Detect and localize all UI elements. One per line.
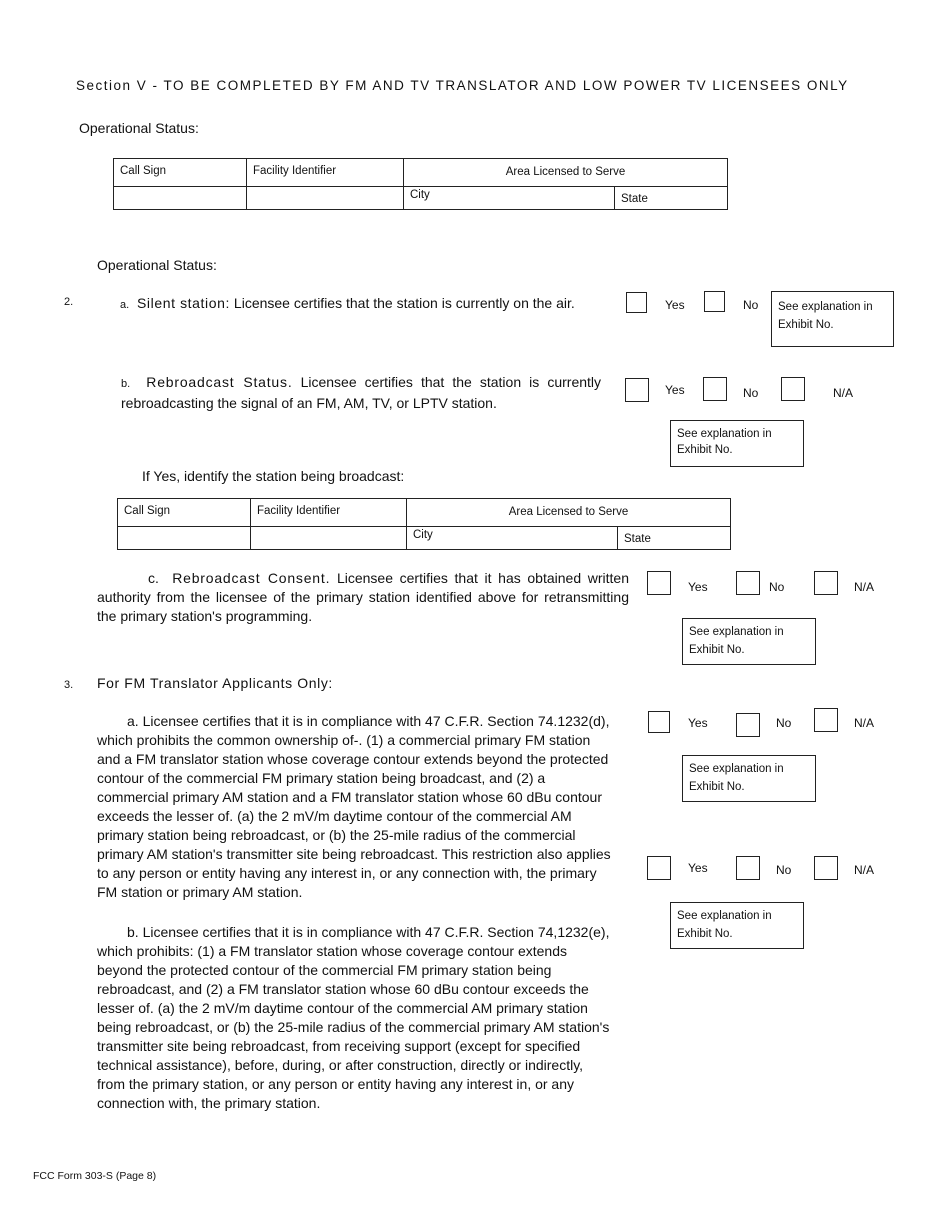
item-2c-na-checkbox[interactable] xyxy=(814,571,838,595)
station-table-2 xyxy=(117,498,731,550)
item-2c-explanation-box[interactable] xyxy=(682,618,816,665)
item-2b-explanation-box[interactable] xyxy=(670,420,804,467)
item-2a-lead: Silent station: xyxy=(136,295,231,311)
item-2b-body: Licensee certifies that the station is currently rebroadcasting the signal of an FM, AM, TV, or LPTV station. xyxy=(121,374,602,411)
item-2b-letter: b. xyxy=(121,378,131,390)
item-3a-no-label: No xyxy=(776,716,792,730)
item-2a-text xyxy=(120,294,620,315)
facility-identifier-header: Facility Identifier xyxy=(251,499,407,527)
item-2b-na-checkbox[interactable] xyxy=(781,377,805,401)
item-2c-no-label: No xyxy=(769,580,785,594)
item-3b-na-checkbox[interactable] xyxy=(814,856,838,880)
explanation-line-1: See explanation in xyxy=(677,910,772,922)
item-3a-yes-label: Yes xyxy=(688,716,708,730)
state-label: State xyxy=(621,193,648,205)
explanation-line-1: See explanation in xyxy=(689,626,784,638)
item-3a-na-checkbox[interactable] xyxy=(814,708,838,732)
city-label: City xyxy=(410,189,430,201)
item-2b-no-label: No xyxy=(743,386,759,400)
item-2a-explanation-box[interactable] xyxy=(771,291,894,347)
explanation-line-2: Exhibit No. xyxy=(677,928,733,940)
item-2a-yes-label: Yes xyxy=(665,298,685,312)
item-2c-text xyxy=(97,569,629,626)
item-2c-letter: c. xyxy=(148,570,159,586)
item-2a-letter: a. xyxy=(120,299,130,311)
operational-status-label-2: Operational Status: xyxy=(97,257,217,273)
state-cell[interactable] xyxy=(618,527,731,550)
explanation-line-2: Exhibit No. xyxy=(689,781,745,793)
item-3a-explanation-box[interactable] xyxy=(682,755,816,802)
item-2a-yes-checkbox[interactable] xyxy=(626,292,647,313)
facility-identifier-header: Facility Identifier xyxy=(247,159,404,187)
item-3b-no-label: No xyxy=(776,863,792,877)
item-3a-yes-checkbox[interactable] xyxy=(648,711,670,733)
item-3b-no-checkbox[interactable] xyxy=(736,856,760,880)
item-2c-na-label: N/A xyxy=(854,580,875,594)
facility-identifier-input[interactable] xyxy=(253,187,397,199)
item-3b-text: b. Licensee certifies that it is in compliance with 47 C.F.R. Section 74,1232(e), which prohibits: (1) a FM translator station whose coverage contour extends beyond the protected contour of the commercial FM primary station being rebroadcast, and (2) a FM translator station whose 60 dBu contour exceeds the lesser of. (a) the 2 mV/m daytime contour of the commercial AM primary station being rebroadcast, or (b) the 25-mile radius of the commercial primary AM station's transmitter site being rebroadcast, from receiving support (except for specified technical assistance), before, during, or after construction, directly or indirectly, from the primary station, or any person or entity having any interest in, or any connection with, the primary station. xyxy=(97,924,610,1111)
item-2b-lead: Rebroadcast Status. xyxy=(146,374,293,390)
item-3b-explanation-box[interactable] xyxy=(670,902,804,949)
explanation-line-2: Exhibit No. xyxy=(778,319,834,331)
item-2a-no-checkbox[interactable] xyxy=(704,291,725,312)
item-2b-no-checkbox[interactable] xyxy=(703,377,727,401)
item-3a-na-label: N/A xyxy=(854,716,875,730)
item-3b-yes-checkbox[interactable] xyxy=(647,856,671,880)
explanation-line-2: Exhibit No. xyxy=(689,644,745,656)
item-2-number: 2. xyxy=(64,296,74,308)
identify-station-prompt: If Yes, identify the station being broadcast: xyxy=(142,468,405,484)
explanation-line-1: See explanation in xyxy=(689,763,784,775)
item-2b-yes-checkbox[interactable] xyxy=(625,378,649,402)
item-2c-lead: Rebroadcast Consent. xyxy=(172,570,331,586)
explanation-line-1: See explanation in xyxy=(677,428,772,440)
call-sign-cell[interactable] xyxy=(114,187,247,210)
item-3a-no-checkbox[interactable] xyxy=(736,713,760,737)
facility-identifier-cell[interactable] xyxy=(251,527,407,550)
item-2a-body: Licensee certifies that the station is currently on the air. xyxy=(233,295,575,311)
item-2b-na-label: N/A xyxy=(833,386,854,400)
city-cell[interactable] xyxy=(404,187,615,210)
item-3b-yes-label: Yes xyxy=(688,861,708,875)
item-3-heading: For FM Translator Applicants Only: xyxy=(97,675,333,691)
state-cell[interactable] xyxy=(615,187,728,210)
item-2b-text xyxy=(121,373,601,413)
explanation-line-2: Exhibit No. xyxy=(677,444,733,456)
call-sign-cell[interactable] xyxy=(118,527,251,550)
call-sign-header: Call Sign xyxy=(114,159,247,187)
facility-identifier-cell[interactable] xyxy=(247,187,404,210)
station-table-1 xyxy=(113,158,728,210)
item-2b-yes-label: Yes xyxy=(665,383,685,397)
facility-identifier-input[interactable] xyxy=(257,527,400,539)
operational-status-label: Operational Status: xyxy=(79,120,199,136)
item-2c-no-checkbox[interactable] xyxy=(736,571,760,595)
area-licensed-header: Area Licensed to Serve xyxy=(404,159,728,187)
section-title: Section V - TO BE COMPLETED BY FM AND TV TRANSLATOR AND LOW POWER TV LICENSEES ONLY xyxy=(76,78,849,93)
city-cell[interactable] xyxy=(407,527,618,550)
item-3b-na-label: N/A xyxy=(854,863,875,877)
city-label: City xyxy=(413,529,433,541)
item-3-number: 3. xyxy=(64,679,74,691)
state-label: State xyxy=(624,533,651,545)
item-2a-no-label: No xyxy=(743,298,759,312)
item-2c-yes-checkbox[interactable] xyxy=(647,571,671,595)
explanation-line-1: See explanation in xyxy=(778,301,873,313)
call-sign-input[interactable] xyxy=(120,187,240,199)
call-sign-input[interactable] xyxy=(124,527,244,539)
form-footer: FCC Form 303-S (Page 8) xyxy=(33,1170,157,1182)
call-sign-header: Call Sign xyxy=(118,499,251,527)
area-licensed-header: Area Licensed to Serve xyxy=(407,499,731,527)
item-2c-yes-label: Yes xyxy=(688,580,708,594)
item-3a-text: a. Licensee certifies that it is in compliance with 47 C.F.R. Section 74.1232(d), which prohibits the common ownership of-. (1) a commercial primary FM station and a FM translator station whose coverage contour extends beyond the protected contour of the commercial FM primary station being broadcast, and (2) a commercial primary AM station and a FM translator station whose 60 dBu contour exceeds the lesser of. (a) the 2 mV/m daytime contour of the commercial AM primary station being rebroadcast, or (b) the 25-mile radius of the commercial primary AM station's transmitter site being rebroadcast. This restriction also applies to any person or entity having any interest in, or any connection with, the primary FM station or primary AM station. xyxy=(97,713,611,900)
item-2c-body: Licensee certifies that it has obtained written authority from the licensee of the primary station identified above for retransmitting the primary station's programming. xyxy=(97,570,630,624)
